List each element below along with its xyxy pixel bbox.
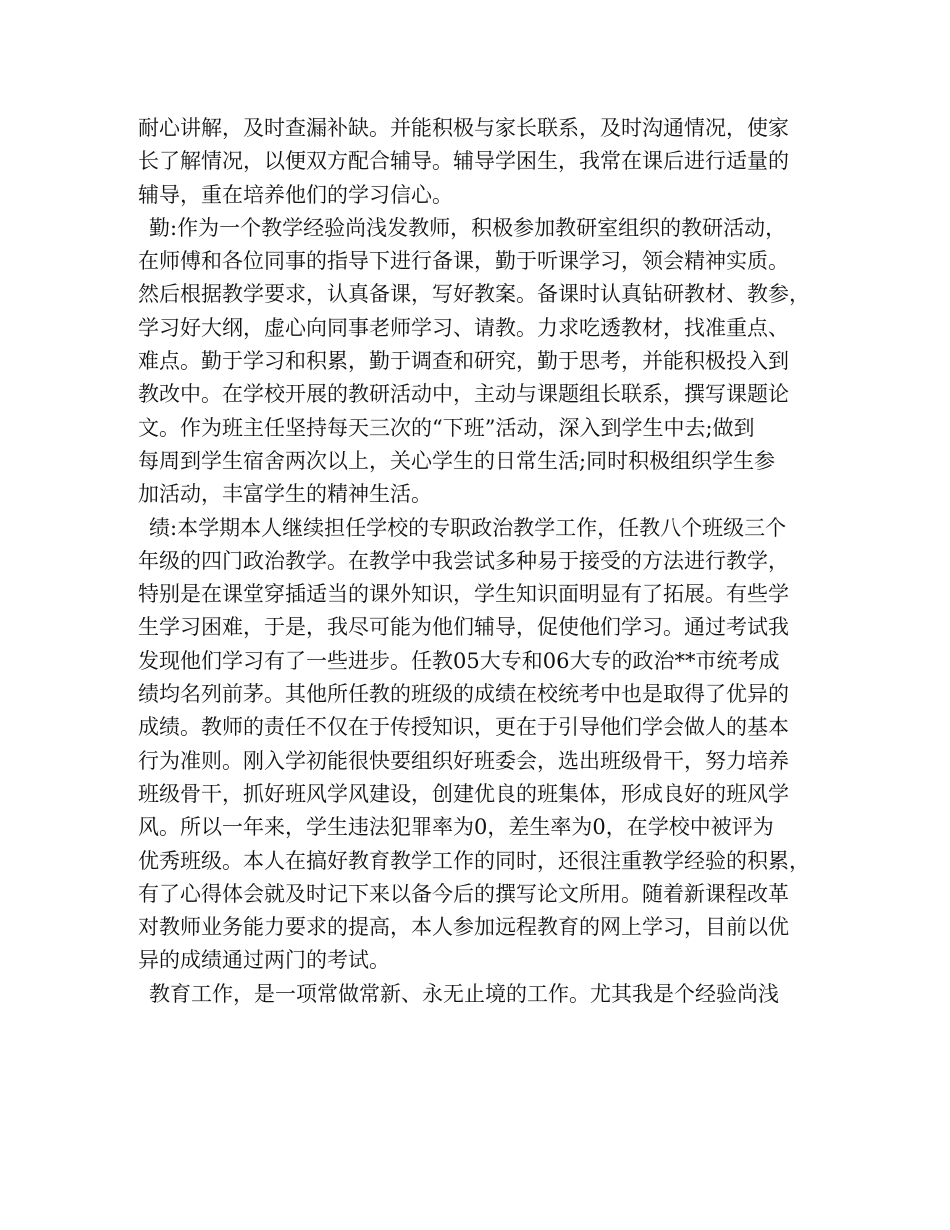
text-line: 文。作为班主任坚持每天三次的“下班”活动，深入到学生中去;做到 (138, 415, 755, 440)
text-line: 有了心得体会就及时记下来以备今后的撰写论文所用。随着新课程改革 (138, 881, 789, 906)
text-line: 辅导，重在培养他们的学习信心。 (138, 182, 453, 207)
text-line: 难点。勤于学习和积累，勤于调查和研究，勤于思考，并能积极投入到 (138, 349, 789, 374)
text-line: 班级骨干，抓好班风学风建设，创建优良的班集体，形成良好的班风学 (138, 781, 789, 806)
text-line: 然后根据教学要求，认真备课，写好教案。备课时认真钻研教材、教参， (138, 282, 810, 307)
body-text (138, 112, 828, 1011)
text-line: 在师傅和各位同事的指导下进行备课，勤于听课学习，领会精神实质。 (138, 249, 789, 274)
text-line: 生学习困难，于是，我尽可能为他们辅导，促使他们学习。通过考试我 (138, 615, 789, 640)
paragraph-start-line: 勤:作为一个教学经验尚浅发教师，积极参加教研室组织的教研活动， (149, 215, 787, 240)
text-line: 教改中。在学校开展的教研活动中，主动与课题组长联系，撰写课题论 (138, 382, 789, 407)
text-line: 特别是在课堂穿插适当的课外知识，学生知识面明显有了拓展。有些学 (138, 582, 789, 607)
text-line: 长了解情况，以便双方配合辅导。辅导学困生，我常在课后进行适量的 (138, 149, 789, 174)
text-line: 每周到学生宿舍两次以上，关心学生的日常生活;同时积极组织学生参 (138, 448, 776, 473)
text-line: 异的成绩通过两门的考试。 (138, 948, 390, 973)
text-line: 成绩。教师的责任不仅在于传授知识，更在于引导他们学会做人的基本 (138, 715, 789, 740)
paragraph-start-line: 绩:本学期本人继续担任学校的专职政治教学工作，任教八个班级三个 (149, 515, 787, 540)
text-line: 年级的四门政治教学。在教学中我尝试多种易于接受的方法进行教学， (138, 548, 789, 573)
text-line: 绩均名列前茅。其他所任教的班级的成绩在校统考中也是取得了优异的 (138, 682, 789, 707)
text-line: 耐心讲解，及时查漏补缺。并能积极与家长联系，及时沟通情况，使家 (138, 116, 789, 140)
text-line: 加活动，丰富学生的精神生活。 (138, 482, 432, 507)
text-line: 优秀班级。本人在搞好教育教学工作的同时，还很注重教学经验的积累， (138, 848, 810, 873)
text-line: 学习好大纲，虚心向同事老师学习、请教。力求吃透教材，找准重点、 (138, 315, 789, 340)
text-line: 行为准则。刚入学初能很快要组织好班委会，选出班级骨干，努力培养 (138, 748, 789, 773)
text-line: 对教师业务能力要求的提高，本人参加远程教育的网上学习，目前以优 (138, 915, 789, 940)
text-line: 发现他们学习有了一些进步。任教05大专和06大专的政治**市统考成 (138, 648, 780, 673)
text-line: 风。所以一年来，学生违法犯罪率为0，差生率为0，在学校中被评为 (138, 815, 774, 840)
paragraph-start-line: 教育工作，是一项常做常新、永无止境的工作。尤其我是个经验尚浅 (149, 981, 779, 1006)
